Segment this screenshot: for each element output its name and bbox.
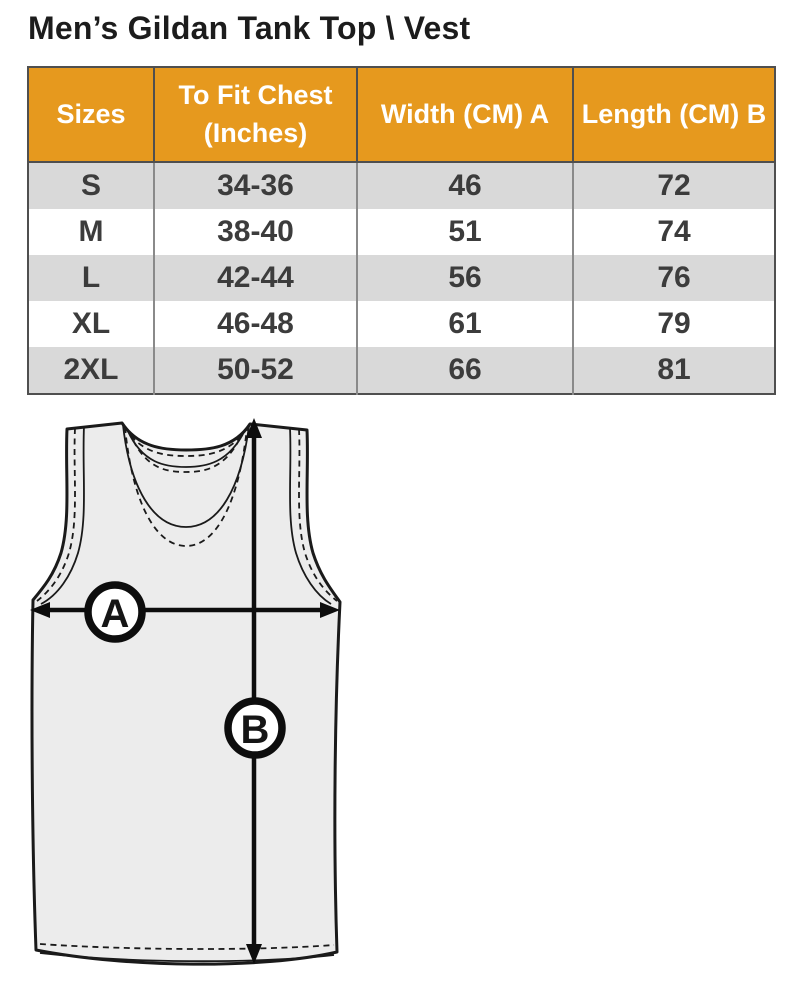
width-cell: 56 (357, 255, 573, 301)
width-label: A (100, 592, 130, 636)
size-cell: 2XL (28, 347, 154, 394)
page-title: Men’s Gildan Tank Top \ Vest (28, 10, 471, 46)
chest-cell: 46-48 (154, 301, 357, 347)
width-cell: 61 (357, 301, 573, 347)
size-cell: M (28, 209, 154, 255)
length-cell: 72 (573, 162, 775, 209)
length-cell: 81 (573, 347, 775, 394)
width-cell: 66 (357, 347, 573, 394)
size-chart-table (27, 66, 776, 395)
table-row (28, 162, 775, 209)
length-cell: 76 (573, 255, 775, 301)
table-row (28, 301, 775, 347)
column-header-chest: To Fit Chest (Inches) (154, 67, 357, 162)
tank-top-diagram (28, 413, 348, 973)
chest-cell: 42-44 (154, 255, 357, 301)
table-row (28, 255, 775, 301)
chest-cell: 50-52 (154, 347, 357, 394)
chest-cell: 38-40 (154, 209, 357, 255)
column-header-sizes: Sizes (28, 67, 154, 162)
length-cell: 79 (573, 301, 775, 347)
width-measure-badge (88, 585, 142, 639)
width-cell: 51 (357, 209, 573, 255)
length-measure-badge (228, 701, 282, 755)
header-row (28, 67, 775, 162)
column-header-width: Width (CM) A (357, 67, 573, 162)
tank-top-outline (32, 423, 340, 964)
size-cell: XL (28, 301, 154, 347)
width-cell: 46 (357, 162, 573, 209)
size-cell: S (28, 162, 154, 209)
length-label: B (240, 708, 270, 752)
chest-cell: 34-36 (154, 162, 357, 209)
size-cell: L (28, 255, 154, 301)
table-row (28, 209, 775, 255)
column-header-length: Length (CM) B (573, 67, 775, 162)
table-row (28, 347, 775, 394)
length-cell: 74 (573, 209, 775, 255)
